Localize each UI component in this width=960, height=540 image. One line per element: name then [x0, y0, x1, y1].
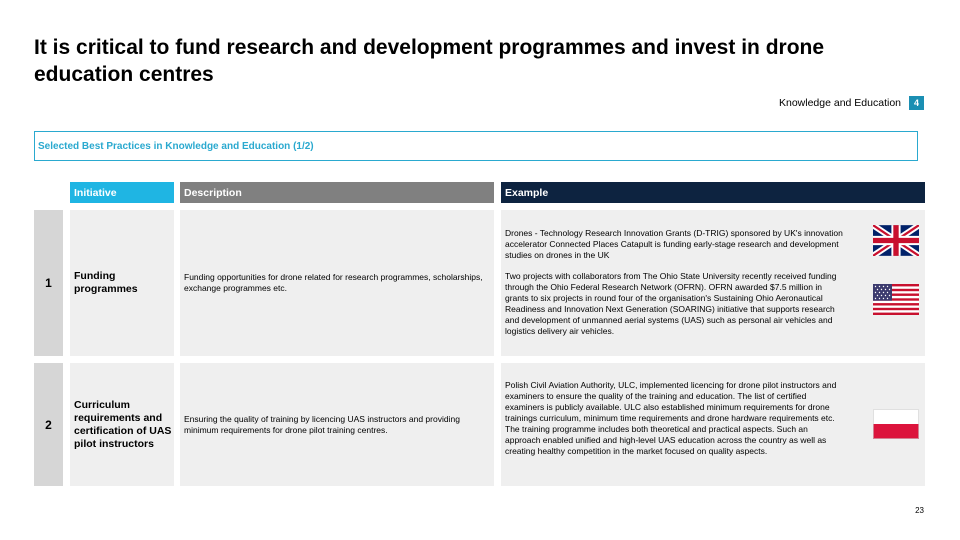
page-title: It is critical to fund research and development programmes and invest in drone education centres: [34, 36, 825, 86]
example-paragraph: Polish Civil Aviation Authority, ULC, implemented licencing for drone pilot instructors and examiners to ensure the quality of the training and education. The list of certified examiners is publicly available. ULC also established minimum requirements for drone trainings curriculum, minimum time requirements and drone hardware requirements etc. The training programme includes both theoretical and practical aspects. Such an approach enabled unified and high-level UAS education across the country as well as creating healthy competition in the market focused on quality aspects.: [505, 380, 837, 456]
poland-flag-icon: [873, 409, 919, 439]
row-example: [501, 363, 925, 486]
us-flag-icon: [873, 284, 919, 315]
subtitle: Selected Best Practices in Knowledge and Education (1/2): [38, 140, 314, 152]
section-number-badge: 4: [909, 96, 924, 110]
example-paragraph: Drones - Technology Research Innovation Grants (D-TRIG) sponsored by UK's innovation accelerator Connected Places Catapult is funding early-stage research and development studies on drones in the UK: [505, 228, 843, 260]
row-example: [501, 210, 925, 356]
row-initiative: Curriculum requirements and certification of UAS pilot instructors: [70, 363, 174, 486]
row-description: Funding opportunities for drone related for research programmes, scholarships, exchange programmes etc.: [180, 210, 494, 356]
column-header-example: Example: [501, 182, 925, 203]
uk-flag-icon: [873, 225, 919, 256]
section-tag: [779, 96, 924, 110]
subtitle-box: [34, 131, 918, 161]
column-header-initiative: Initiative: [70, 182, 174, 203]
column-header-description: Description: [180, 182, 494, 203]
row-description: Ensuring the quality of training by licencing UAS instructors and providing minimum requirements for drone pilot training centres.: [180, 363, 494, 486]
row-initiative: Funding programmes: [70, 210, 174, 356]
section-label: Knowledge and Education: [778, 97, 901, 109]
row-number: 1: [34, 210, 63, 356]
page-number: 23: [915, 506, 924, 515]
row-number: 2: [34, 363, 63, 486]
example-paragraph: Two projects with collaborators from The Ohio State University recently received funding through the Ohio Federal Research Network (OFRN). OFRN awarded $7.5 million in grants to six projects in round four of the organisation's Sustaining Ohio Aeronautical Readiness and Innovation Next Generation (SOARING) initiative that supports research and development of unmanned aerial systems (UAS) such as personal air vehicles and logistics delivery air vehicles.: [505, 271, 837, 336]
